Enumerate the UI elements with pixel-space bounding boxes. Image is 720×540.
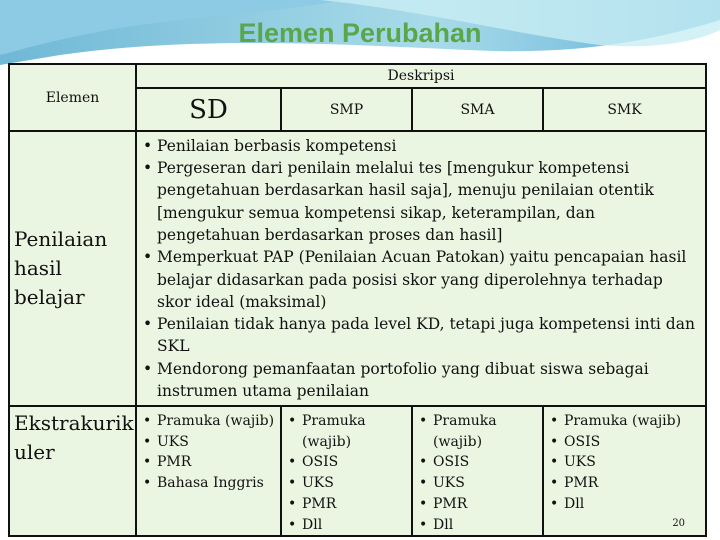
list-item: • Dll bbox=[544, 494, 701, 515]
list-item: • OSIS bbox=[282, 452, 407, 473]
ekstra-smp bbox=[281, 406, 412, 536]
page-number: 20 bbox=[672, 518, 686, 530]
list-item: • Dll bbox=[413, 515, 538, 536]
ekstra-sma bbox=[412, 406, 543, 536]
list-item: • UKS bbox=[137, 432, 276, 453]
list-item: • UKS bbox=[282, 473, 407, 494]
list-item: • Penilaian berbasis kompetensi bbox=[137, 135, 701, 157]
penilaian-description bbox=[136, 131, 706, 406]
header-sd: SD bbox=[136, 88, 281, 131]
list-item: • Dll bbox=[282, 515, 407, 536]
row-label-penilaian: Penilaian hasil belajar bbox=[9, 131, 136, 406]
ekstra-smk bbox=[543, 406, 706, 536]
list-item: • Memperkuat PAP (Penilaian Acuan Patokan) yaitu pencapaian hasil belajar didasarkan pada posisi skor yang diperolehnya terhadap skor ideal (maksimal) bbox=[137, 246, 701, 313]
list-item: • PMR bbox=[282, 494, 407, 515]
row-label-ekstrakurikuler: Ekstrakurikuler bbox=[9, 406, 136, 536]
comparison-table bbox=[8, 63, 707, 537]
list-item: • OSIS bbox=[544, 432, 701, 453]
header-smk: SMK bbox=[543, 88, 706, 131]
list-item: • PMR bbox=[413, 494, 538, 515]
list-item: • Pramuka (wajib) bbox=[137, 411, 276, 432]
list-item: • Pramuka (wajib) bbox=[282, 411, 407, 452]
list-item: • OSIS bbox=[413, 452, 538, 473]
header-deskripsi: Deskripsi bbox=[136, 64, 706, 88]
ekstra-sd bbox=[136, 406, 281, 536]
list-item: • PMR bbox=[544, 473, 701, 494]
list-item: • UKS bbox=[544, 452, 701, 473]
header-sma: SMA bbox=[412, 88, 543, 131]
header-smp: SMP bbox=[281, 88, 412, 131]
list-item: • PMR bbox=[137, 452, 276, 473]
header-elemen: Elemen bbox=[9, 64, 136, 131]
list-item: • Bahasa Inggris bbox=[137, 473, 276, 494]
list-item: • Pergeseran dari penilain melalui tes [mengukur kompetensi pengetahuan berdasarkan hasil saja], menuju penilaian otentik [mengukur semua kompetensi sikap, keterampilan, dan pengetahuan berdasarkan proses dan hasil] bbox=[137, 157, 701, 246]
list-item: • Penilaian tidak hanya pada level KD, tetapi juga kompetensi inti dan SKL bbox=[137, 313, 701, 358]
list-item: • Pramuka (wajib) bbox=[544, 411, 701, 432]
list-item: • Mendorong pemanfaatan portofolio yang dibuat siswa sebagai instrumen utama penilaian bbox=[137, 358, 701, 403]
list-item: • Pramuka (wajib) bbox=[413, 411, 538, 452]
page-title: Elemen Perubahan bbox=[238, 18, 482, 48]
list-item: • UKS bbox=[413, 473, 538, 494]
